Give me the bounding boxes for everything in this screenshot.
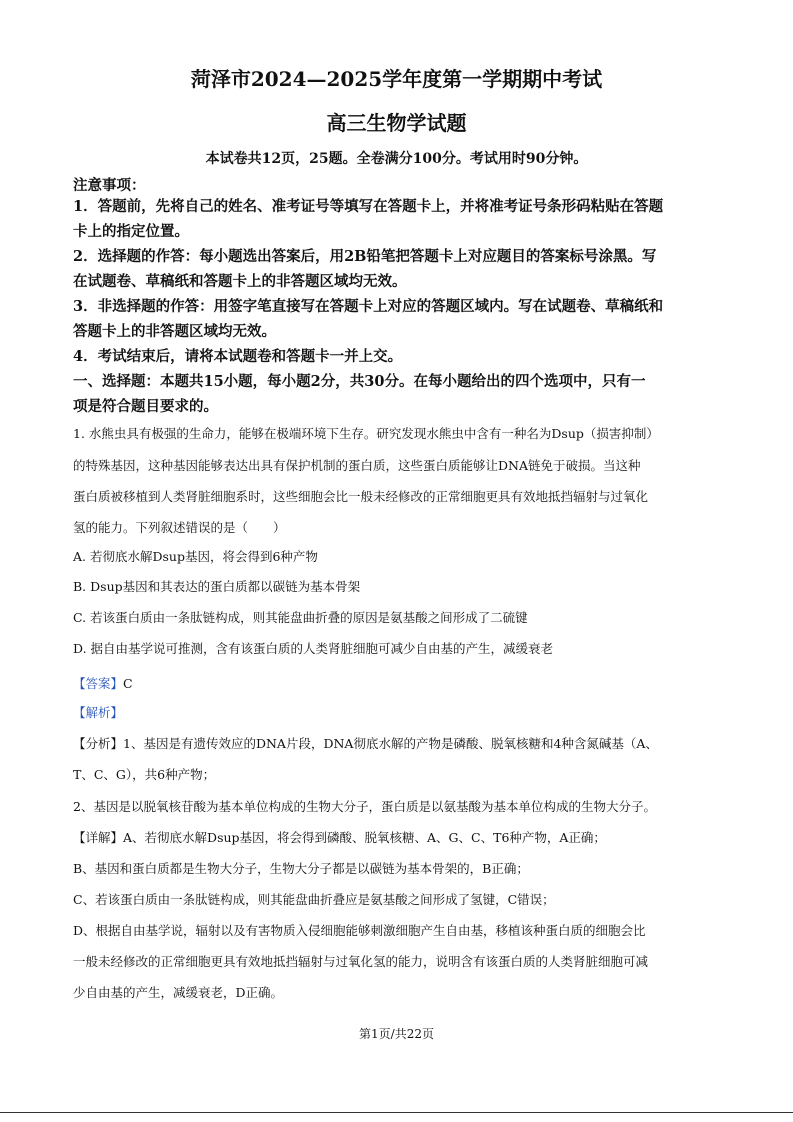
fenxi-label: 【分析】 [73,736,124,751]
fenxi-text: 1、基因是有遗传效应的DNA片段，DNA彻底水解的产物是磷酸、脱氧核糖和4种含氮碱基（A、 [123,736,658,751]
notice-line: 4．考试结束后，请将本试题卷和答题卡一并上交。 [73,348,403,365]
notice-line: 答题卡上的非答题区域均无效。 [73,323,276,340]
fenxi-line: T、C、G），共6种产物； [73,767,216,782]
xiangjie-text: A、若彻底水解Dsup基因，将会得到磷酸、脱氧核糖、A、G、C、T6种产物，A正确； [123,830,606,845]
question-stem: 氢的能力。下列叙述错误的是（ ） [73,520,286,535]
question-stem: 的特殊基因，这种基因能够表达出具有保护机制的蛋白质，这些蛋白质能够让DNA链免于破损。当这种 [73,458,641,473]
notice-line: 1．答题前，先将自己的姓名、准考证号等填写在答题卡上，并将准考证号条形码粘贴在答题 [73,198,664,215]
notice-line: 在试题卷、草稿纸和答题卡上的非答题区域均无效。 [73,273,407,290]
option-a: A. 若彻底水解Dsup基因，将会得到6种产物 [73,549,318,564]
fenxi-line [73,734,658,752]
analysis-label: 【解析】 [73,705,124,720]
notice-line: 3．非选择题的作答：用签字笔直接写在答题卡上对应的答题区域内。写在试题卷、草稿纸和 [73,298,664,315]
option-c: C. 若该蛋白质由一条肽链构成，则其能盘曲折叠的原因是氨基酸之间形成了二硫键 [73,610,528,625]
answer-value: C [123,676,133,691]
option-b: B. Dsup基因和其表达的蛋白质都以碳链为基本骨架 [73,579,361,594]
xiangjie-line: 少自由基的产生，减缓衰老，D正确。 [73,985,284,1000]
page-number: 第1页/共22页 [359,1027,434,1041]
option-d: D. 据自由基学说可推测，含有该蛋白质的人类肾脏细胞可减少自由基的产生，减缓衰老 [73,641,554,656]
notice-heading: 注意事项： [73,177,146,194]
xiangjie-line: B、基因和蛋白质都是生物大分子，生物大分子都是以碳链为基本骨架的，B正确； [73,861,529,876]
question-stem: 蛋白质被移植到人类肾脏细胞系时，这些细胞会比一般未经修改的正常细胞更具有效地抵挡辐射与过氧化 [73,489,649,504]
xiangjie-line: D、根据自由基学说，辐射以及有害物质入侵细胞能够刺激细胞产生自由基，移植该种蛋白质的细胞会比 [73,923,646,938]
answer-line [73,674,133,692]
xiangjie-line: 一般未经修改的正常细胞更具有效地抵挡辐射与过氧化氢的能力，说明含有该蛋白质的人类肾脏细胞可减 [73,954,649,969]
exam-title: 菏泽市2024—2025学年度第一学期期中考试 [190,67,603,91]
question-stem: 1. 水熊虫具有极强的生命力，能够在极端环境下生存。研究发现水熊虫中含有一种名为Dsup（损害抑制） [73,426,659,441]
answer-label: 【答案】 [73,676,124,691]
section-heading: 一、选择题：本题共15小题，每小题2分，共30分。在每小题给出的四个选项中，只有一 [73,373,646,390]
xiangjie-line: C、若该蛋白质由一条肽链构成，则其能盘曲折叠应是氨基酸之间形成了氢键，C错误； [73,892,555,907]
section-heading-cont: 项是符合题目要求的。 [73,398,218,415]
xiangjie-line [73,828,606,846]
notice-line: 2．选择题的作答：每小题选出答案后，用2B铅笔把答题卡上对应题目的答案标号涂黑。写 [73,248,657,265]
fenxi-line: 2、基因是以脱氧核苷酸为基本单位构成的生物大分子，蛋白质是以氨基酸为基本单位构成的生物大分子。 [73,799,656,814]
bottom-divider [0,1112,793,1113]
xiangjie-label: 【详解】 [73,830,124,845]
exam-info: 本试卷共12页，25题。全卷满分100分。考试用时90分钟。 [205,151,588,167]
notice-line: 卡上的指定位置。 [73,223,189,240]
exam-subtitle: 高三生物学试题 [326,111,467,135]
